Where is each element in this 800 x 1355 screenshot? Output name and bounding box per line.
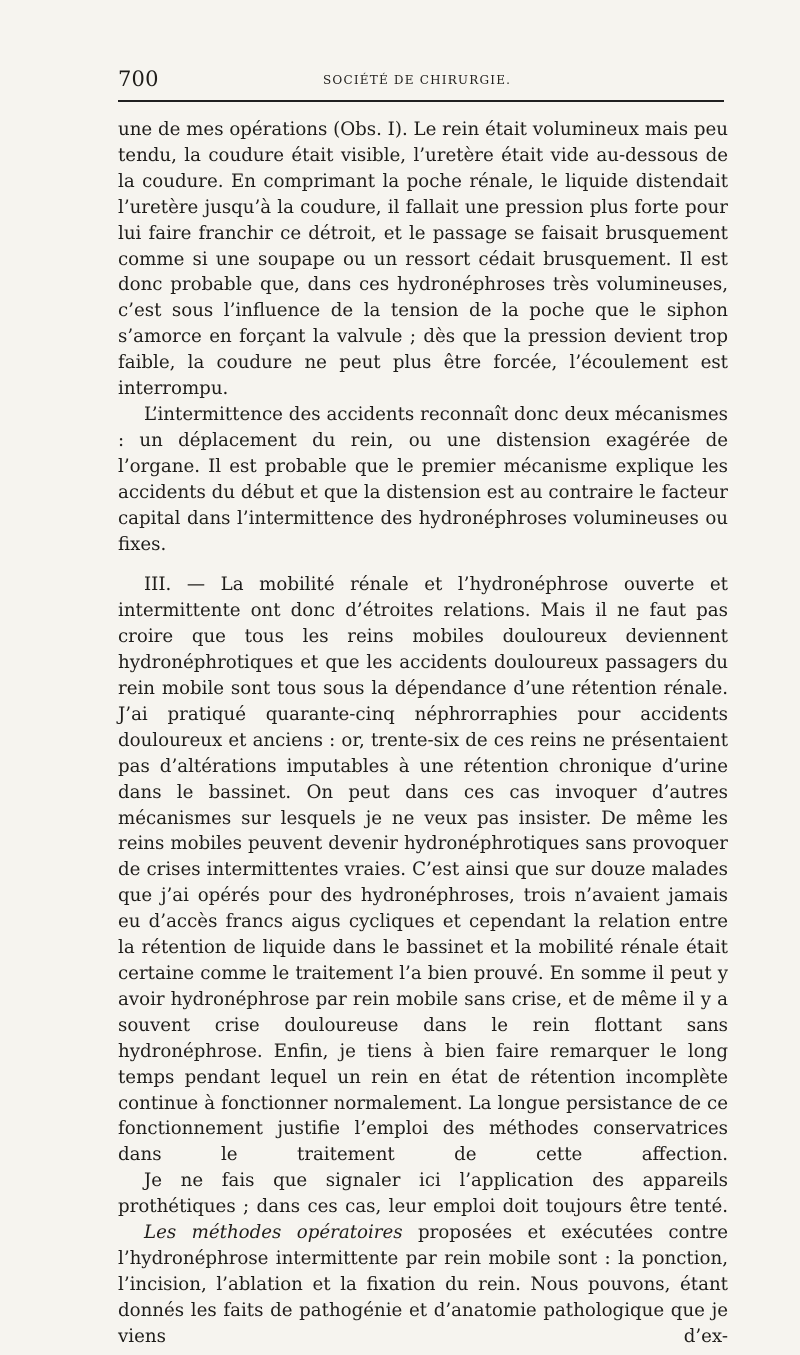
paragraph-1-text: une de mes opérations (Obs. I). Le rein était volumineux mais peu tendu, la coudure était visible, l’uretère était vide au-dessous de la coudure. En comprimant la poche rénale, le liquide distendait l’uretère jusqu’à la coudure, il fallait une pression plus forte pour lui faire franchir ce détroit, et le passage se faisait brusquement comme si une soupape ou un ressort cédait brusquement. Il est donc probable que, dans ces hydronéphroses très volumineuses, c’est sous l’influence de la tension de la poche que le siphon s’amorce en forçant la valvule ; dès que la pression devient trop faible, la coudure ne peut plus être forcée, l’écoulement est interrompu.: [118, 119, 728, 400]
page-number: 700: [118, 67, 159, 91]
paragraph-3-text: III. — La mobilité rénale et l’hydronéphrose ouverte et intermittente ont donc d’étroites relations. Mais il ne faut pas croire que tous les reins mobiles douloureux deviennent hydronéphrotiques et que les accidents douloureux passagers du rein mobile sont tous sous la dépendance d’une rétention rénale. J’ai pratiqué quarante-cinq néphrorraphies pour accidents douloureux et anciens : or, trente-six de ces reins ne présentaient pas d’altérations imputables à une rétention chronique d’urine dans le bassinet. On peut dans ces cas invoquer d’autres mécanismes sur lesquels je ne veux pas insister. De même les reins mobiles peuvent devenir hydronéphrotiques sans provoquer de crises intermittentes vraies. C’est ainsi que sur douze malades que j’ai opérés pour des hydronéphroses, trois n’avaient jamais eu d’accès francs aigus cycliques et cependant la relation entre la rétention de liquide dans le bassinet et la mobilité rénale était certaine comme le traitement l’a bien prouvé. En somme il peut y avoir hydronéphrose par rein mobile sans crise, et de même il y a souvent crise douloureuse dans le rein flottant sans hydronéphrose. Enfin, je tiens à bien faire remarquer le long temps pendant lequel un rein en état de rétention incomplète continue à fonctionner normalement. La longue persistance de ce fonctionnement justifie l’emploi des méthodes conservatrices dans le traitement de cette affection.: [118, 574, 728, 1166]
paragraph-2-text: L’intermittence des accidents reconnaît donc deux mécanismes : un déplacement du rein, ou une distension exagérée de l’organe. Il est probable que le premier mécanisme explique les accidents du début et que la distension est au contraire le facteur capital dans l’intermittence des hydronéphroses volumineuses ou fixes.: [118, 403, 728, 555]
paragraph-5: [118, 1220, 728, 1350]
paragraph-4: [118, 1168, 728, 1220]
running-head: SOCIÉTÉ DE CHIRURGIE.: [323, 73, 512, 87]
paragraph-1: [118, 117, 728, 402]
page-header: [118, 66, 724, 100]
header-rule: [118, 100, 724, 102]
paragraph-5-italic-lead: Les méthodes opératoires: [144, 1222, 403, 1244]
page-body: [118, 117, 728, 1350]
paragraph-4-text: Je ne fais que signaler ici l’application des appareils prothétiques ; dans ces cas, leur emploi doit toujours être tenté.: [118, 1170, 728, 1218]
paragraph-5-text: proposées et exécutées contre l’hydronéphrose intermittente par rein mobile sont : la ponction, l’incision, l’ablation et la fixation du rein. Nous pouvons, étant donnés les faits de pathogénie et d’anatomie pathologique que je viens d’ex-: [118, 1222, 728, 1347]
paragraph-2: [118, 402, 728, 557]
paragraph-3: [118, 572, 728, 1168]
